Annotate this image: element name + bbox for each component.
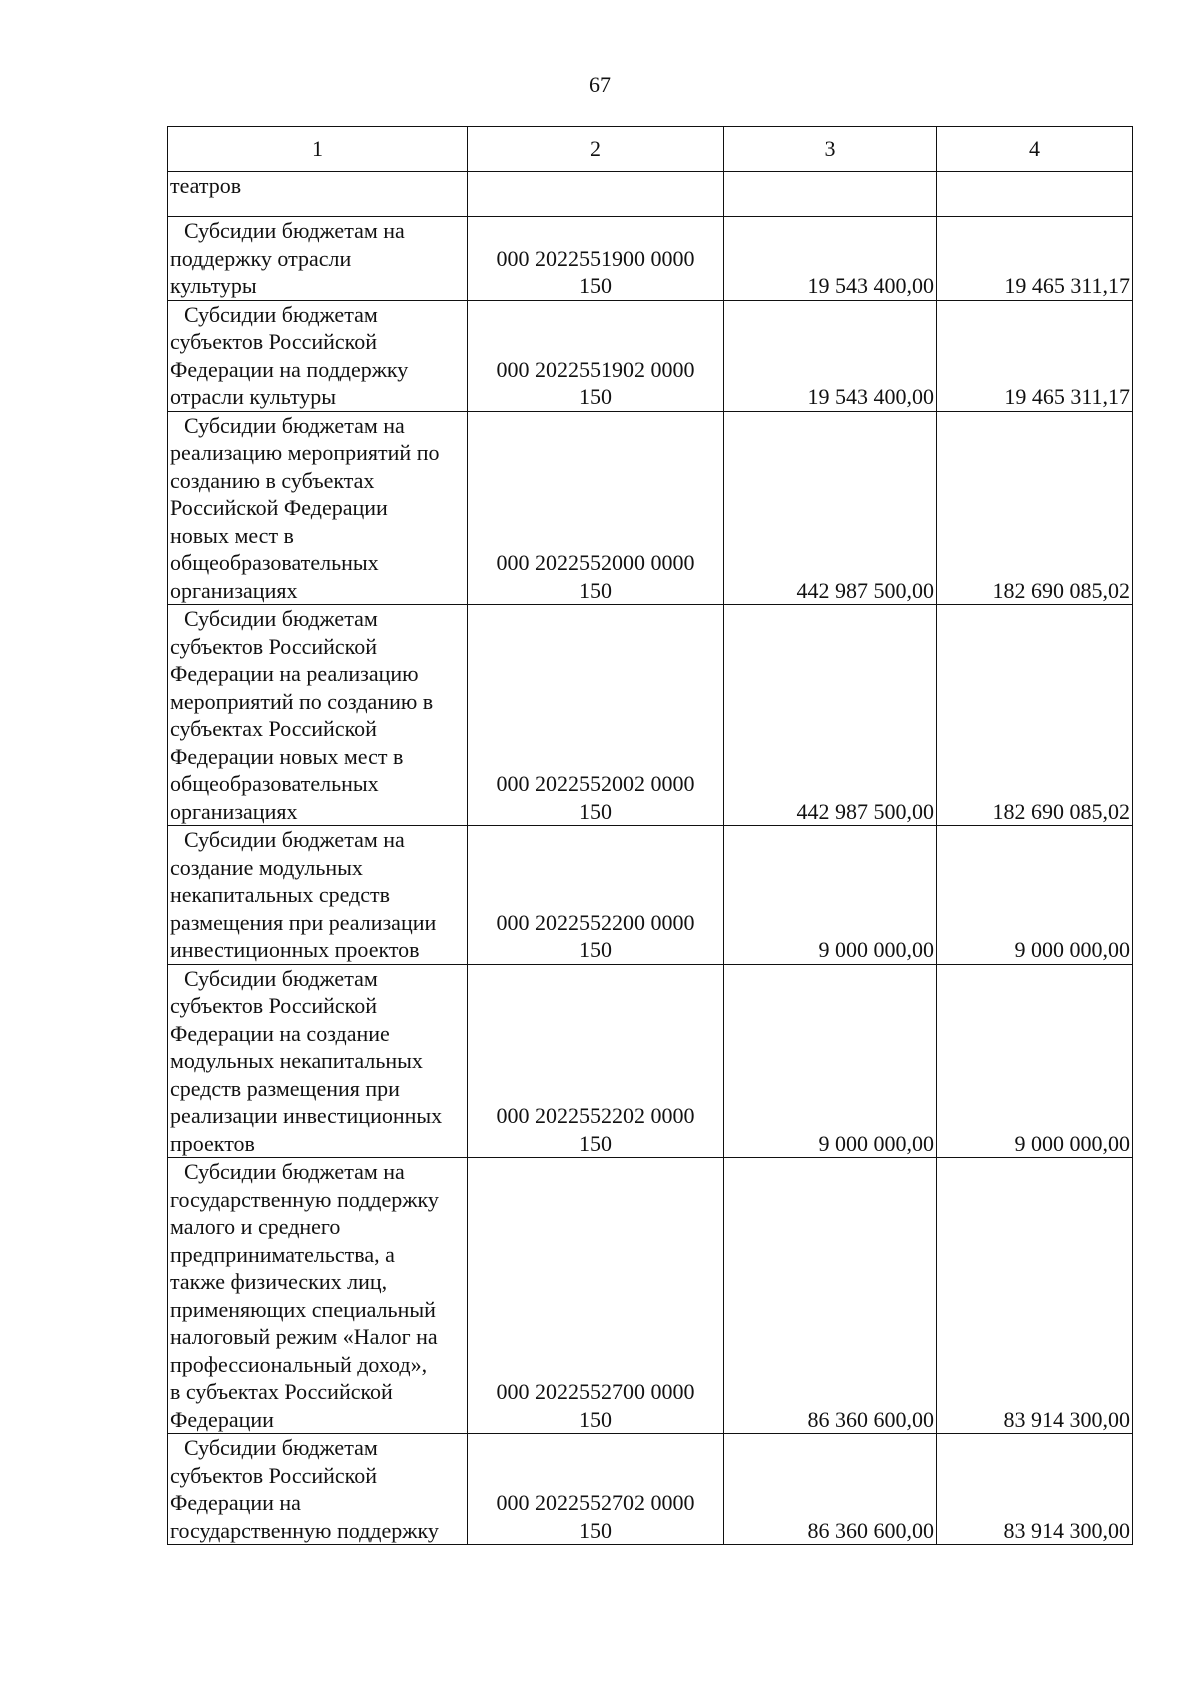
row-name-line: реализацию мероприятий по <box>170 440 440 465</box>
row-value-col4: 182 690 085,02 <box>937 605 1133 826</box>
table-row <box>168 1158 1133 1434</box>
row-name-line: поддержку отрасли <box>170 245 352 271</box>
row-code <box>468 1158 724 1434</box>
row-value-col3: 442 987 500,00 <box>724 605 937 826</box>
row-code-line: 000 2022552702 0000 <box>496 1490 695 1515</box>
row-code-line: 000 2022552700 0000 <box>496 1379 695 1404</box>
row-code <box>468 411 724 605</box>
row-name-line: Федерации на <box>170 1490 301 1515</box>
row-code-line: 150 <box>579 384 612 409</box>
row-code-line: 000 2022551900 0000 <box>496 245 695 271</box>
row-code <box>468 217 724 301</box>
row-name-line: мероприятий по созданию в <box>170 688 434 714</box>
row-code <box>468 1434 724 1545</box>
page-number: 67 <box>589 72 611 97</box>
continuation-text: театров <box>168 172 468 217</box>
row-name-line: в субъектах Российской <box>170 1379 393 1404</box>
row-name-line: Субсидии бюджетам на <box>184 412 405 438</box>
row-name-line: новых мест в <box>170 522 294 548</box>
row-name-line: профессиональный доход», <box>170 1351 428 1377</box>
row-name-line: инвестиционных проектов <box>170 937 420 962</box>
row-name-line: государственную поддержку <box>170 1517 439 1543</box>
row-name-line: реализации инвестиционных <box>170 1103 443 1128</box>
empty-cell <box>724 172 937 217</box>
row-value-col3: 9 000 000,00 <box>724 826 937 965</box>
row-name-line: государственную поддержку <box>170 1186 439 1212</box>
row-name-line: размещения при реализации <box>170 909 437 935</box>
row-name-line: налоговый режим «Налог на <box>170 1324 438 1349</box>
row-code <box>468 964 724 1158</box>
table-row <box>168 1434 1133 1545</box>
row-code-line: 150 <box>579 1406 612 1432</box>
row-code-line: 150 <box>579 937 612 962</box>
row-value-col3: 86 360 600,00 <box>724 1158 937 1434</box>
row-code-line: 150 <box>579 1517 612 1543</box>
row-code-line: 000 2022552202 0000 <box>496 1103 695 1128</box>
row-name-line: проектов <box>170 1130 255 1156</box>
row-name-line: также физических лиц, <box>170 1269 388 1294</box>
row-value-col4: 83 914 300,00 <box>937 1434 1133 1545</box>
row-code-line: 150 <box>579 273 612 298</box>
row-name-line: отрасли культуры <box>170 384 337 409</box>
table-row <box>168 826 1133 965</box>
column-header-2: 2 <box>468 127 724 172</box>
table-row <box>168 605 1133 826</box>
row-name-line: Российской Федерации <box>170 495 388 520</box>
row-name-line: Субсидии бюджетам на <box>184 827 405 852</box>
row-name-line: модульных некапитальных <box>170 1048 423 1073</box>
row-value-col4: 19 465 311,17 <box>937 300 1133 411</box>
row-value-col4: 9 000 000,00 <box>937 964 1133 1158</box>
row-value-col3: 442 987 500,00 <box>724 411 937 605</box>
row-name-line: субъектах Российской <box>170 716 377 741</box>
row-value-col3: 19 543 400,00 <box>724 217 937 301</box>
row-name-line: Субсидии бюджетам на <box>184 1159 405 1184</box>
row-name <box>168 217 468 301</box>
row-name-line: общеобразовательных <box>170 550 379 575</box>
row-name-line: Федерации <box>170 1406 274 1432</box>
row-code <box>468 300 724 411</box>
row-name-line: создание модульных <box>170 854 363 880</box>
row-code-line: 150 <box>579 798 612 824</box>
table-row <box>168 964 1133 1158</box>
empty-cell <box>937 172 1133 217</box>
row-value-col3: 19 543 400,00 <box>724 300 937 411</box>
row-name-line: общеобразовательных <box>170 771 379 796</box>
row-name-line: Субсидии бюджетам <box>184 606 378 631</box>
row-code-line: 000 2022552200 0000 <box>496 909 695 935</box>
row-value-col4: 182 690 085,02 <box>937 411 1133 605</box>
row-name-line: субъектов Российской <box>170 1462 378 1488</box>
row-name-line: субъектов Российской <box>170 329 378 354</box>
budget-table <box>167 126 1133 1545</box>
table-row <box>168 411 1133 605</box>
row-name-line: Субсидии бюджетам на <box>184 218 405 243</box>
row-name <box>168 826 468 965</box>
row-code <box>468 826 724 965</box>
row-name-line: Субсидии бюджетам <box>184 301 378 327</box>
empty-cell <box>468 172 724 217</box>
row-name-line: Федерации на создание <box>170 1020 390 1046</box>
row-value-col4: 83 914 300,00 <box>937 1158 1133 1434</box>
row-name <box>168 1434 468 1545</box>
row-value-col3: 86 360 600,00 <box>724 1434 937 1545</box>
row-value-col4: 19 465 311,17 <box>937 217 1133 301</box>
row-name-line: Федерации новых мест в <box>170 743 404 769</box>
row-name <box>168 300 468 411</box>
row-name-line: Федерации на реализацию <box>170 661 419 686</box>
row-name-line: предпринимательства, а <box>170 1241 395 1267</box>
row-name <box>168 1158 468 1434</box>
row-name <box>168 605 468 826</box>
column-header-4: 4 <box>937 127 1133 172</box>
row-name <box>168 964 468 1158</box>
row-code-line: 000 2022551902 0000 <box>496 356 695 382</box>
row-code-line: 000 2022552002 0000 <box>496 771 695 796</box>
row-name-line: применяющих специальный <box>170 1296 436 1322</box>
row-value-col4: 9 000 000,00 <box>937 826 1133 965</box>
row-code-line: 000 2022552000 0000 <box>496 550 695 575</box>
row-name-line: малого и среднего <box>170 1214 341 1239</box>
row-code-line: 150 <box>579 577 612 603</box>
row-name-line: культуры <box>170 273 257 298</box>
row-code-line: 150 <box>579 1130 612 1156</box>
row-name <box>168 411 468 605</box>
table-row <box>168 217 1133 301</box>
row-name-line: субъектов Российской <box>170 633 378 659</box>
row-name-line: Субсидии бюджетам <box>184 965 378 991</box>
column-header-1: 1 <box>168 127 468 172</box>
row-name-line: средств размещения при <box>170 1075 400 1101</box>
table-row <box>168 300 1133 411</box>
row-value-col3: 9 000 000,00 <box>724 964 937 1158</box>
row-name-line: субъектов Российской <box>170 993 378 1018</box>
row-name-line: организациях <box>170 798 298 824</box>
column-header-3: 3 <box>724 127 937 172</box>
row-name-line: Субсидии бюджетам <box>184 1435 378 1460</box>
continuation-row <box>168 172 1133 217</box>
row-name-line: организациях <box>170 577 298 603</box>
row-code <box>468 605 724 826</box>
row-name-line: Федерации на поддержку <box>170 356 409 382</box>
row-name-line: созданию в субъектах <box>170 467 375 493</box>
header-row <box>168 127 1133 172</box>
row-name-line: некапитальных средств <box>170 882 391 907</box>
